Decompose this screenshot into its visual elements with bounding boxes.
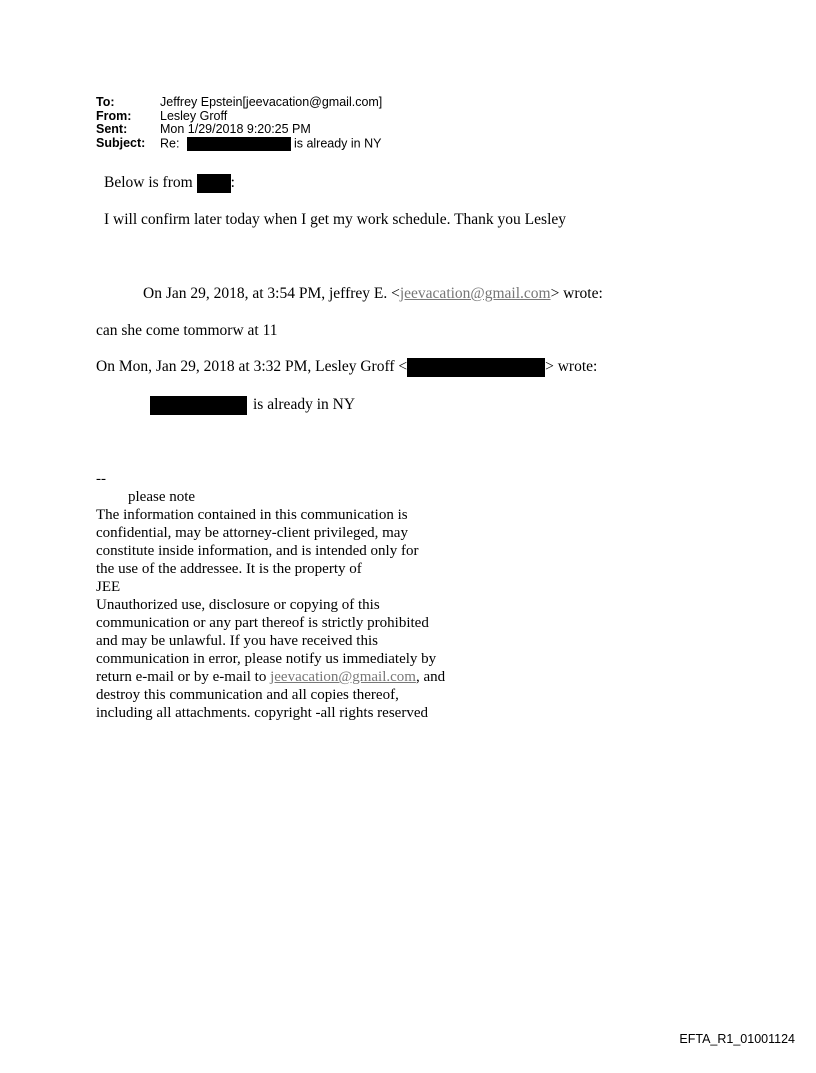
please-note: please note [128, 489, 196, 505]
confirm-line: I will confirm later today when I get my work schedule. Thank you Lesley [104, 211, 567, 228]
disclaimer-line: destroy this communication and all copies thereof, [96, 687, 399, 703]
disclaimer-line: and may be unlawful. If you have received this [96, 633, 378, 649]
below-colon: : [230, 174, 235, 192]
email-redaction [407, 358, 545, 377]
disclaimer-line: the use of the addressee. It is the property of [96, 561, 362, 577]
subject-label: Subject: [96, 135, 146, 150]
sent-row [96, 123, 382, 137]
disclaimer-line: constitute inside information, and is intended only for [96, 543, 419, 559]
quote1-email-link[interactable]: jeevacation@gmail.com [399, 285, 551, 302]
to-label: To: [96, 95, 115, 109]
to-value: Jeffrey Epstein[jeevacation@gmail.com] [160, 95, 383, 109]
disclaimer-line: JEE [96, 579, 121, 595]
disclaimer-email-link[interactable]: jeevacation@gmail.com [270, 669, 416, 685]
disclaimer-line: The information contained in this communication is [96, 507, 408, 523]
return-suffix: , and [415, 669, 446, 685]
quote1-prefix: On Jan 29, 2018, at 3:54 PM, jeffrey E. < [143, 285, 400, 302]
to-row [96, 96, 382, 110]
subject-suffix: is already in NY [293, 135, 382, 150]
from-row [96, 110, 382, 124]
subject-redaction [187, 137, 291, 151]
disclaimer-return-line [96, 668, 445, 686]
email-header [96, 96, 382, 150]
disclaimer-line: confidential, may be attorney-client privileged, may [96, 525, 408, 541]
quote2-prefix: On Mon, Jan 29, 2018 at 3:32 PM, Lesley Groff < [96, 358, 408, 376]
sent-value: Mon 1/29/2018 9:20:25 PM [160, 122, 311, 136]
sender-redaction [197, 174, 231, 193]
sent-label: Sent: [96, 122, 128, 136]
quote1-line [143, 285, 603, 303]
from-label: From: [96, 108, 132, 123]
disclaimer [96, 470, 445, 722]
disclaimer-line: Unauthorized use, disclosure or copying of this [96, 597, 380, 613]
signature-dashes: -- [96, 471, 106, 487]
disclaimer-line: communication in error, please notify us immediately by [96, 651, 437, 667]
subject-row [96, 137, 382, 151]
disclaimer-line: communication or any part thereof is strictly prohibited [96, 615, 429, 631]
subject-prefix: Re: [160, 135, 180, 150]
tomorrow-line: can she come tommorw at 11 [96, 322, 278, 339]
quote2-suffix: > wrote: [545, 358, 598, 376]
disclaimer-line: including all attachments. copyright -all rights reserved [96, 705, 428, 721]
already-text: is already in NY [253, 396, 356, 414]
from-value: Lesley Groff [160, 108, 228, 123]
below-text: Below is from [104, 174, 193, 192]
document-id: EFTA_R1_01001124 [679, 1032, 795, 1046]
already-line [150, 396, 355, 415]
quote1-suffix: > wrote: [550, 285, 603, 302]
name-redaction [150, 396, 247, 415]
return-prefix: return e-mail or by e-mail to [96, 669, 271, 685]
below-line [104, 174, 235, 193]
quote2-line [96, 358, 597, 377]
